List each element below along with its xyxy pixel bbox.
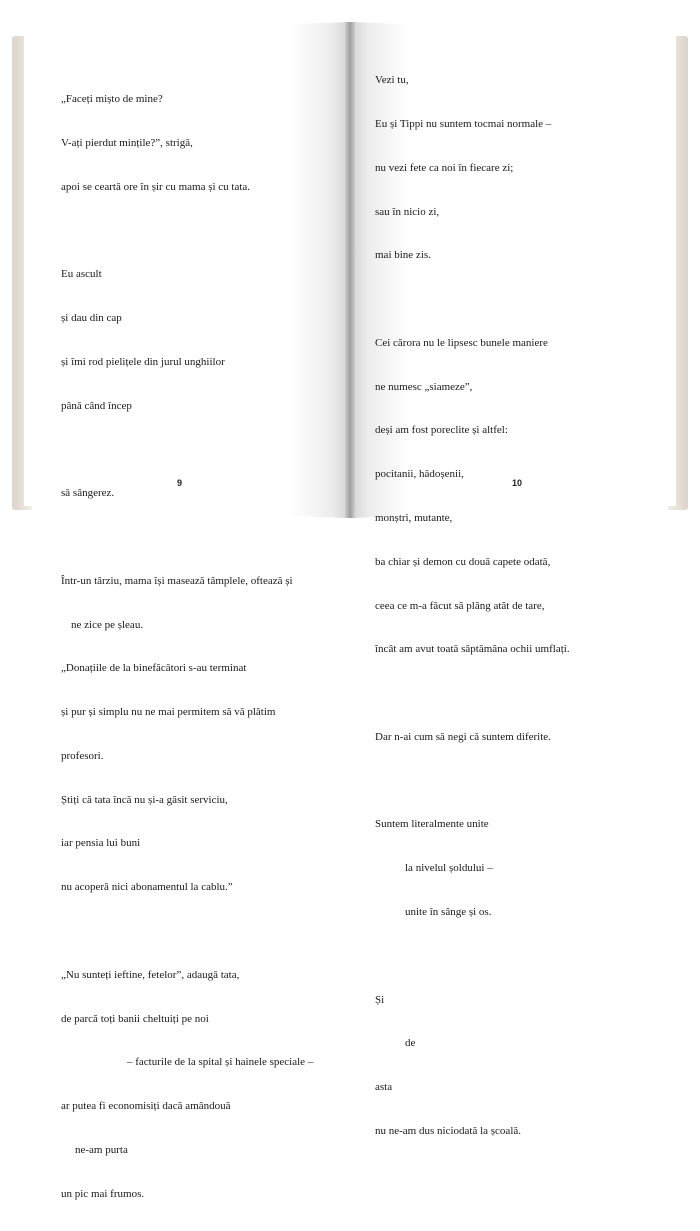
text-line: asta — [375, 1081, 393, 1094]
page-number-left: 9 — [177, 478, 183, 488]
text-line: V-ați pierdut mințile?”, strigă, — [61, 136, 193, 149]
text-line: – facturile de la spital și hainele speciale – — [127, 1056, 314, 1069]
text-line: și pur și simplu nu ne mai permitem să vă plătim — [61, 706, 276, 719]
text-line: Eu și Tippi nu suntem tocmai normale – — [375, 117, 552, 130]
text-line: ar putea fi economisiți dacă amândouă — [61, 1100, 231, 1113]
text-line: la nivelul șoldului – — [405, 862, 493, 875]
text-line: ceea ce m-a făcut să plâng atât de tare, — [375, 599, 545, 612]
text-line: unite în sânge și os. — [405, 906, 492, 919]
text-line: „Faceți mișto de mine? — [61, 93, 163, 106]
text-line: nu ne-am dus niciodată la școală. — [375, 1124, 522, 1137]
text-line: Într-un târziu, mama își masează tâmplele, oftează și — [61, 574, 293, 587]
text-line: ne-am purta — [75, 1143, 128, 1156]
left-page-text — [61, 63, 313, 1231]
text-line: deși am fost poreclite și altfel: — [375, 424, 508, 437]
text-line: Dar n-ai cum să negi că suntem diferite. — [375, 730, 551, 743]
text-line: „Donațiile de la binefăcători s-au terminat — [61, 662, 247, 675]
text-line: Suntem literalmente unite — [375, 818, 489, 831]
text-line: și dau din cap — [61, 312, 122, 325]
text-line: de — [405, 1037, 416, 1050]
text-line: nu acoperă nici abonamentul la cablu.” — [61, 881, 233, 894]
text-line: de parcă toți banii cheltuiți pe noi — [61, 1012, 209, 1025]
text-line: încât am avut toată săptămâna ochii umflați. — [375, 643, 570, 656]
text-line: ne numesc „siameze”, — [375, 380, 473, 393]
text-line: Și — [375, 993, 385, 1006]
text-line: ba chiar și demon cu două capete odată, — [375, 555, 551, 568]
page-number-right: 10 — [512, 478, 523, 488]
text-line: monștri, mutante, — [375, 512, 453, 524]
text-line: Eu ascult — [61, 268, 102, 281]
text-line: Cei cărora nu le lipsesc bunele maniere — [375, 336, 548, 349]
text-line: mai bine zis. — [375, 249, 431, 262]
book-gutter — [345, 22, 355, 518]
text-line: Vezi tu, — [375, 74, 409, 87]
text-line: iar pensia lui buni — [61, 837, 141, 850]
text-line: „Nu sunteți ieftine, fetelor”, adaugă tata, — [61, 968, 240, 981]
text-line: apoi se ceartă ore în șir cu mama și cu tata. — [61, 180, 251, 193]
text-line: profesori. — [61, 749, 104, 762]
text-line: pocitanii, hădoșenii, — [375, 468, 464, 481]
text-line: până când încep — [61, 399, 132, 412]
text-line: un pic mai frumos. — [61, 1187, 145, 1200]
text-line: sau în nicio zi, — [375, 205, 440, 218]
text-line: nu vezi fete ca noi în fiecare zi; — [375, 161, 514, 174]
text-line: și îmi rod pielițele din jurul unghiilor — [61, 355, 225, 368]
text-line: să sângerez. — [61, 487, 115, 500]
text-line: ne zice pe șleau. — [71, 618, 144, 631]
text-line: Știți că tata încă nu și-a găsit serviciu, — [61, 793, 228, 806]
right-page-text — [375, 44, 570, 1168]
